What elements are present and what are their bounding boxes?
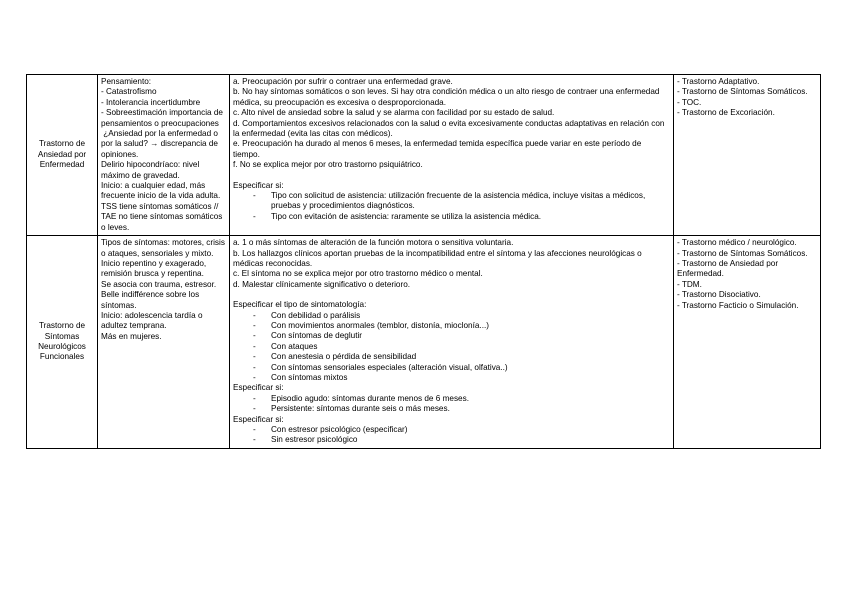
feature-line: TSS tiene síntomas somáticos // TAE no tiene síntomas somáticos o leves. (101, 201, 225, 232)
differential-line: - TDM. (677, 279, 702, 289)
specifier-text: Con síntomas de deglutir (271, 331, 363, 341)
criterion-line: f. No se explica mejor por otro trastorno psiquiátrico. (233, 160, 423, 170)
differential-line: - Trastorno Facticio o Simulación. (677, 300, 799, 310)
table-row (27, 236, 821, 449)
criterion-line: c. El síntoma no se explica mejor por otro trastorno médico o mental. (233, 269, 483, 279)
disorder-name: Trastorno de Síntomas Neurológicos Funcionales (38, 321, 86, 362)
criteria-cell (230, 236, 674, 449)
differential-line: - Trastorno de Excoriación. (677, 108, 775, 118)
specifier-item: - Con síntomas mixtos (253, 372, 348, 382)
criterion-line: e. Preocupación ha durado al menos 6 meses, la enfermedad temida específica puede variar en este período de tiempo. (233, 139, 644, 159)
specifier-item: - Tipo con solicitud de asistencia: utilización frecuente de la asistencia médica, incluye visitas a médicos, pruebas y procedimientos diagnósticos. (253, 191, 646, 211)
differential-line: - Trastorno médico / neurológico. (677, 238, 797, 248)
feature-line: Se asocia con trauma, estresor. (101, 279, 217, 289)
specifier-item: - Con anestesia o pérdida de sensibilidad (253, 352, 417, 362)
differential-line: - TOC. (677, 97, 702, 107)
specifier-text: Con síntomas mixtos (271, 372, 348, 382)
differential-line: - Trastorno de Síntomas Somáticos. (677, 248, 808, 258)
specifier-text: Sin estresor psicológico (271, 435, 358, 445)
specifier-text: Persistente: síntomas durante seis o más meses. (271, 404, 450, 414)
specifier-label: Especificar si: (233, 180, 284, 190)
specifier-item: - Tipo con evitación de asistencia: raramente se utiliza la asistencia médica. (253, 211, 542, 221)
specifier-text: Tipo con evitación de asistencia: raramente se utiliza la asistencia médica. (271, 211, 542, 221)
criterion-line: d. Comportamientos excesivos relacionados con la salud o evita excesivamente conductas adaptativas en relación con la enfermedad (evita las citas con médicos). (233, 118, 667, 139)
criterion-line: a. 1 o más síntomas de alteración de la función motora o sensitiva voluntaria. (233, 238, 514, 248)
table-row (27, 75, 821, 236)
feature-line: Belle indifférence sobre los síntomas. (101, 290, 202, 310)
feature-line: Inicio repentino y exagerado, remisión brusca y repentina. (101, 258, 209, 279)
specifier-label: Especificar si: (233, 414, 284, 424)
feature-line: Inicio: a cualquier edad, más frecuente inicio de la vida adulta. (101, 181, 221, 201)
features-cell (98, 236, 230, 449)
features-cell (98, 75, 230, 236)
feature-line: - Catastrofismo (101, 87, 157, 97)
criteria-cell (230, 75, 674, 236)
specifier-item: - Persistente: síntomas durante seis o más meses. (253, 404, 450, 414)
specifier-text: Con ataques (271, 341, 318, 351)
disorders-table (26, 74, 821, 449)
disorder-name: Trastorno de Ansiedad por Enfermedad (37, 139, 87, 170)
feature-line: Tipos de síntomas: motores, crisis o ataques, sensoriales y mixto. (101, 238, 228, 258)
feature-line: Más en mujeres. (101, 331, 162, 341)
differential-line: - Trastorno Disociativo. (677, 290, 761, 300)
differential-line: - Trastorno de Síntomas Somáticos. (677, 87, 808, 97)
specifier-text: Con movimientos anormales (temblor, distonía, mioclonía...) (271, 320, 489, 330)
specifier-text: Con anestesia o pérdida de sensibilidad (271, 352, 417, 362)
feature-line: Inicio: adolescencia tardía o adultez temprana. (101, 310, 205, 331)
specifier-text: Episodio agudo: síntomas durante menos de 6 meses. (271, 393, 469, 403)
disorder-name-cell (27, 75, 98, 236)
feature-line: Pensamiento: (101, 77, 152, 86)
disorder-name-cell (27, 236, 98, 449)
specifier-text: Con síntomas sensoriales especiales (alteración visual, olfativa..) (271, 362, 508, 372)
specifier-item: - Con síntomas de deglutir (253, 331, 363, 341)
feature-line: Delirio hipocondríaco: nivel máximo de gravedad. (101, 160, 202, 180)
specifier-item: - Con ataques (253, 341, 318, 351)
criterion-line: d. Malestar clínicamente significativo o deterioro. (233, 279, 411, 289)
specifier-item: - Con síntomas sensoriales especiales (alteración visual, olfativa..) (253, 362, 508, 372)
differentials-cell (674, 75, 821, 236)
specifier-item: - Con debilidad o parálisis (253, 310, 361, 320)
criterion-line: b. Los hallazgos clínicos aportan pruebas de la incompatibilidad entre el síntoma y las afecciones neurológicas o médicas reconocidas. (233, 248, 644, 268)
feature-line: - Intolerancia incertidumbre (101, 97, 201, 107)
specifier-item: - Con movimientos anormales (temblor, distonía, mioclonía...) (253, 320, 489, 330)
specifier-item: - Sin estresor psicológico (253, 435, 358, 445)
specifier-text: Tipo con solicitud de asistencia: utilización frecuente de la asistencia médica, incluye visitas a médicos, pruebas y procedimientos diagnósticos. (271, 191, 646, 211)
specifier-item: - Con estresor psicológico (especificar) (253, 425, 408, 434)
differential-line: - Trastorno de Ansiedad por Enfermedad. (677, 258, 781, 279)
feature-line: ¿Ansiedad por la enfermedad o por la salud? → discrepancia de opiniones. (101, 129, 221, 159)
specifier-label: Especificar si: (233, 383, 284, 393)
criterion-line: c. Alto nivel de ansiedad sobre la salud y se alarma con facilidad por su estado de salud. (233, 108, 555, 118)
specifier-text: Con debilidad o parálisis (271, 310, 361, 320)
criterion-line: a. Preocupación por sufrir o contraer una enfermedad grave. (233, 77, 453, 86)
feature-line: - Sobreestimación importancia de pensamientos o preocupaciones (101, 108, 226, 128)
criterion-line: b. No hay síntomas somáticos o son leves. Si hay otra condición médica o un alto riesgo de contraer una enfermedad médica, su preocupación es excesiva o desproporcionada. (233, 87, 662, 107)
differentials-cell (674, 236, 821, 449)
specifier-label: Especificar el tipo de sintomatología: (233, 300, 367, 310)
specifier-text: Con estresor psicológico (especificar) (271, 425, 408, 434)
differential-line: - Trastorno Adaptativo. (677, 77, 760, 86)
specifier-item: - Episodio agudo: síntomas durante menos de 6 meses. (253, 393, 469, 403)
